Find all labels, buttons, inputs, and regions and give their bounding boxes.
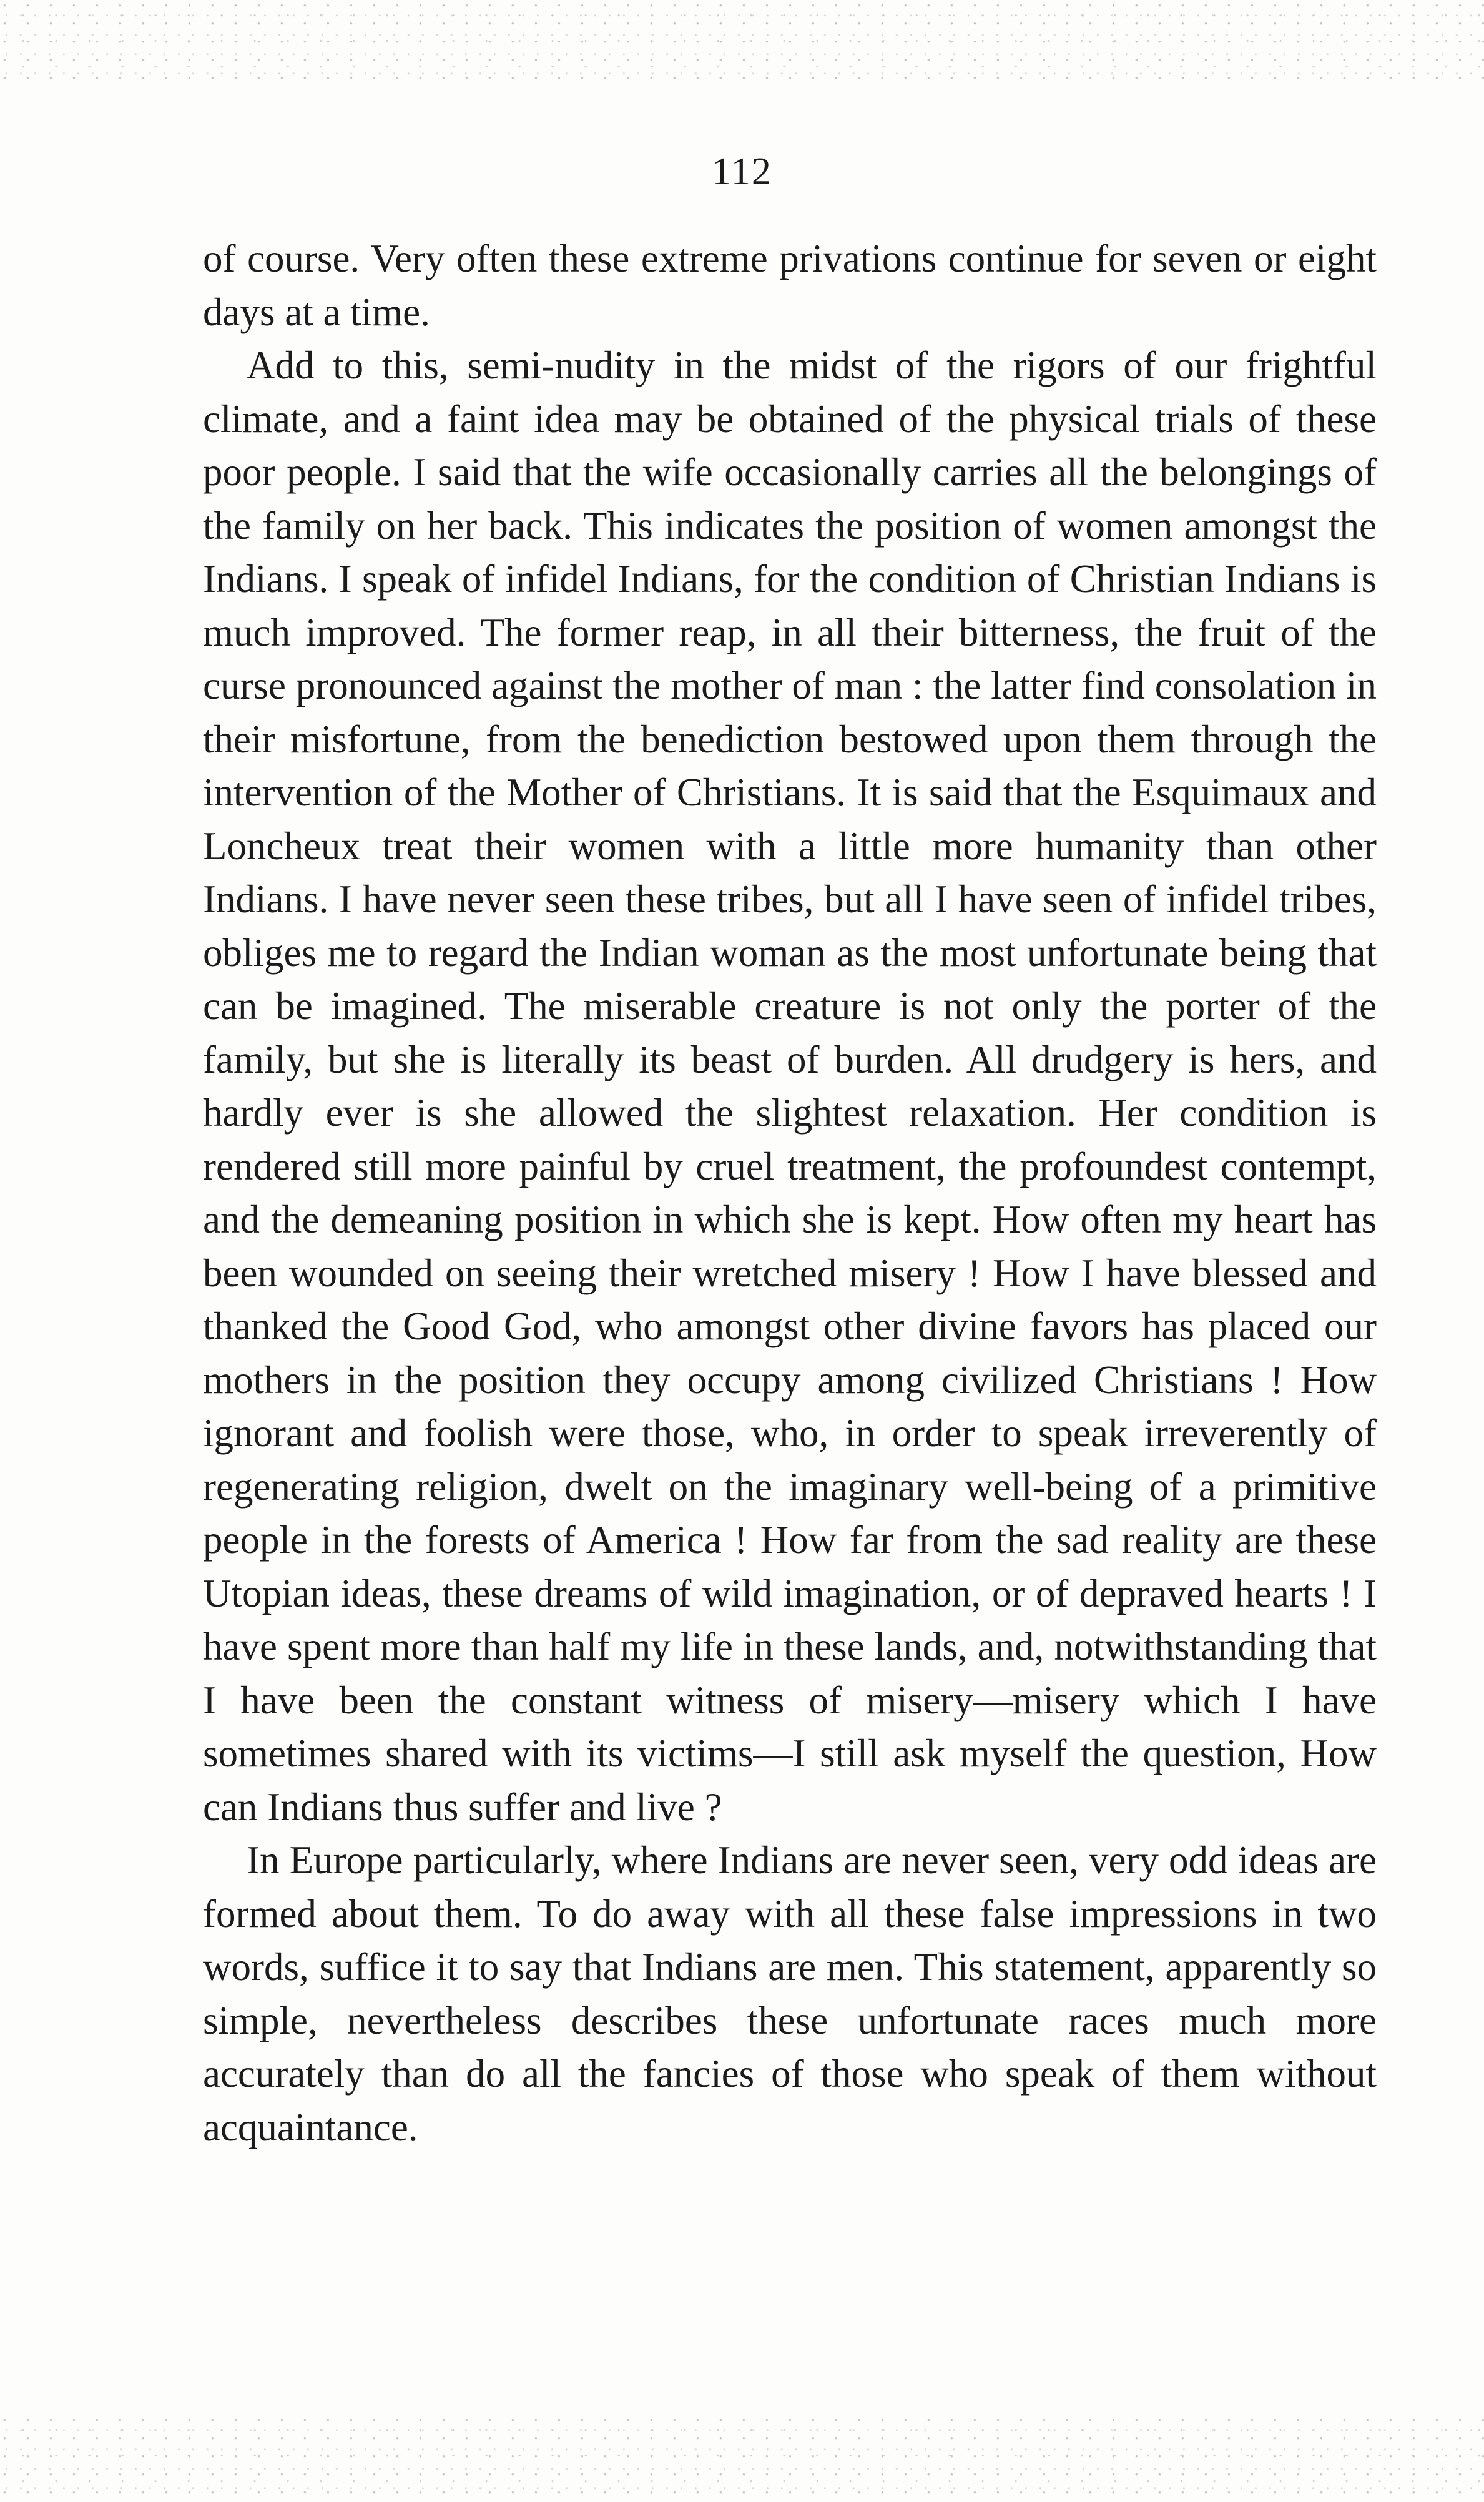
page-number: 112 <box>712 150 772 193</box>
paragraph-indian-women: Add to this, semi-nudity in the midst of the rigors of our frightful climate, and a faint idea may be obtained of the physical trials of these poor people. I said that the wife occasionally carries all the belongings of the family on her back. This indicates the position of women amongst the Indians. I speak of infidel Indians, for the condition of Christian Indians is much improved. The former reap, in all their bitterness, the fruit of the curse pronounced against the mother of man : the latter find consolation in their misfortune, from the benediction bestowed upon them through the intervention of the Mother of Christians. It is said that the Esquimaux and Loncheux treat their women with a little more humanity than other Indians. I have never seen these tribes, but all I have seen of infidel tribes, obliges me to regard the Indian woman as the most unfortunate being that can be imagined. The miserable creature is not only the porter of the family, but she is literally its beast of burden. All drudgery is hers, and hardly ever is she allowed the slightest relaxation. Her condition is rendered still more painful by cruel treatment, the profoundest contempt, and the demeaning position in which she is kept. How often my heart has been wounded on seeing their wretched misery ! How I have blessed and thanked the Good God, who amongst other divine favors has placed our mothers in the position they occupy among civilized Christians ! How ignorant and foolish were those, who, in order to speak irreverently of regenerating religion, dwelt on the imaginary well-being of a primitive people in the forests of America ! How far from the sad reality are these Utopian ideas, these dreams of wild imagination, or of depraved hearts ! I have spent more than half my life in these lands, and, notwithstanding that I have been the constant witness of misery—misery which I have sometimes shared with its victims—I still ask myself the question, How can Indians thus suffer and live ? <box>203 343 1377 1829</box>
paper-speckle-top <box>0 0 1484 87</box>
paper-speckle-bottom <box>0 2415 1484 2502</box>
paragraph-europe: In Europe particularly, where Indians are never seen, very odd ideas are formed about them. To do away with all these false impressions in two words, suffice it to say that Indians are men. This statement, apparently so simple, nevertheless describes these unfortunate races much more accurately than do all the fancies of those who speak of them without acquaintance. <box>203 1838 1377 2149</box>
body-text <box>203 232 1377 2154</box>
paragraph-continuation: of course. Very often these extreme privations continue for seven or eight days at a time. <box>203 237 1377 334</box>
